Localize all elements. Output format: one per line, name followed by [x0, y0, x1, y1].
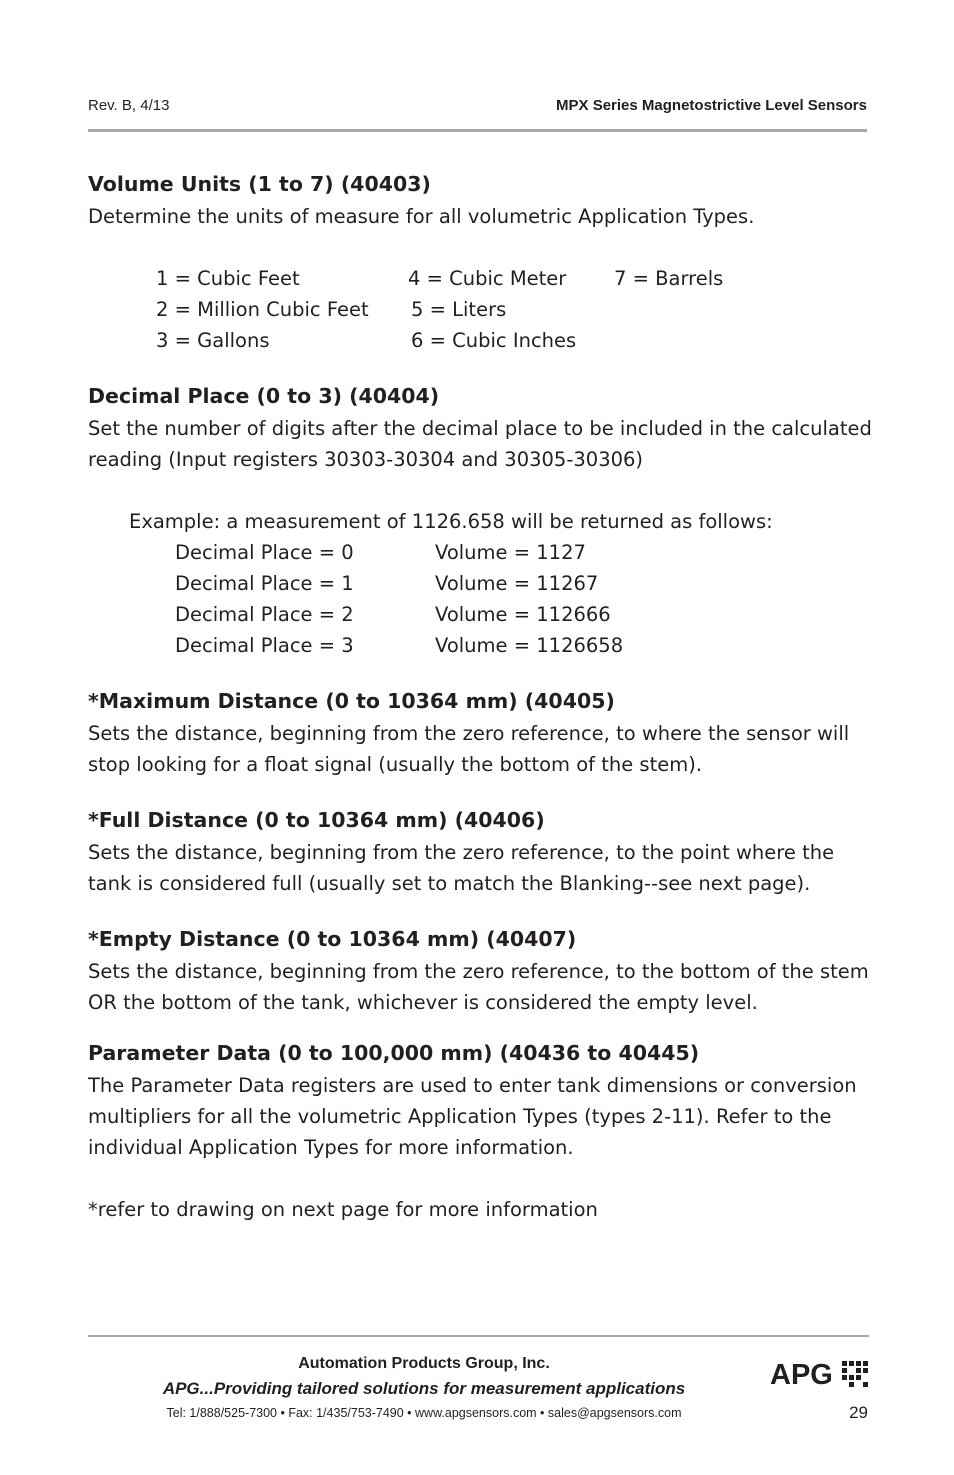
- apg-logo-text: APG: [770, 1359, 833, 1389]
- volume-value: Volume = 11267: [435, 572, 599, 595]
- apg-logo-dot-grid: [842, 1361, 868, 1387]
- max-distance-description: Sets the distance, beginning from the zero reference, to where the sensor will stop looking for a float signal (usually the bottom of the stem).: [88, 722, 850, 776]
- decimal-place-description: Set the number of digits after the decimal place to be included in the calculated reading (Input registers 30303-30304 and 30305-30306): [88, 417, 872, 471]
- volume-value: Volume = 112666: [435, 603, 611, 626]
- empty-distance-description: Sets the distance, beginning from the zero reference, to the bottom of the stem OR the bottom of the tank, whichever is considered the empty level.: [88, 960, 869, 1014]
- decimal-place-value: Decimal Place = 1: [175, 572, 354, 595]
- unit-option: 6 = Cubic Inches: [411, 329, 577, 352]
- unit-option: 2 = Million Cubic Feet: [156, 298, 369, 321]
- volume-units-options: [88, 263, 878, 356]
- header-title: MPX Series Magnetostrictive Level Sensors: [556, 97, 867, 114]
- volume-value: Volume = 1127: [435, 541, 586, 564]
- drawing-note: *refer to drawing on next page for more information: [88, 1198, 598, 1221]
- unit-option: 5 = Liters: [411, 298, 507, 321]
- apg-logo: [770, 1357, 868, 1389]
- header-revision: Rev. B, 4/13: [88, 97, 170, 114]
- volume-value: Volume = 1126658: [435, 634, 624, 657]
- decimal-place-value: Decimal Place = 0: [175, 541, 354, 564]
- footer-contact: Tel: 1/888/525-7300 • Fax: 1/435/753-7490 • www.apgsensors.com • sales@apgsensors.com: [166, 1406, 682, 1420]
- page-content: [88, 168, 878, 1225]
- unit-option: 3 = Gallons: [156, 329, 270, 352]
- decimal-place-heading: Decimal Place (0 to 3) (40404): [88, 384, 440, 408]
- footer-company: Automation Products Group, Inc.: [298, 1355, 550, 1372]
- volume-units-description: Determine the units of measure for all volumetric Application Types.: [88, 205, 755, 228]
- footer-tagline: APG...Providing tailored solutions for measurement applications: [162, 1379, 686, 1398]
- unit-option: 4 = Cubic Meter: [408, 267, 567, 290]
- parameter-data-heading: Parameter Data (0 to 100,000 mm) (40436 to 40445): [88, 1041, 700, 1065]
- volume-units-heading: Volume Units (1 to 7) (40403): [88, 172, 431, 196]
- header-divider: [88, 129, 867, 132]
- full-distance-description: Sets the distance, beginning from the zero reference, to the point where the tank is considered full (usually set to match the Blanking--see next page).: [88, 841, 835, 895]
- unit-option: 7 = Barrels: [614, 267, 724, 290]
- decimal-place-example: Example: a measurement of 1126.658 will be returned as follows:: [129, 510, 773, 533]
- page-number: 29: [849, 1403, 868, 1422]
- decimal-place-table: [88, 537, 878, 661]
- unit-option: 1 = Cubic Feet: [156, 267, 300, 290]
- empty-distance-heading: *Empty Distance (0 to 10364 mm) (40407): [88, 927, 577, 951]
- parameter-data-description: The Parameter Data registers are used to enter tank dimensions or conversion multipliers for all the volumetric Application Types (types 2-11). Refer to the individual Application Types for more information.: [88, 1074, 857, 1159]
- full-distance-heading: *Full Distance (0 to 10364 mm) (40406): [88, 808, 545, 832]
- decimal-place-value: Decimal Place = 2: [175, 603, 354, 626]
- footer-divider: [88, 1335, 869, 1337]
- max-distance-heading: *Maximum Distance (0 to 10364 mm) (40405): [88, 689, 615, 713]
- decimal-place-value: Decimal Place = 3: [175, 634, 354, 657]
